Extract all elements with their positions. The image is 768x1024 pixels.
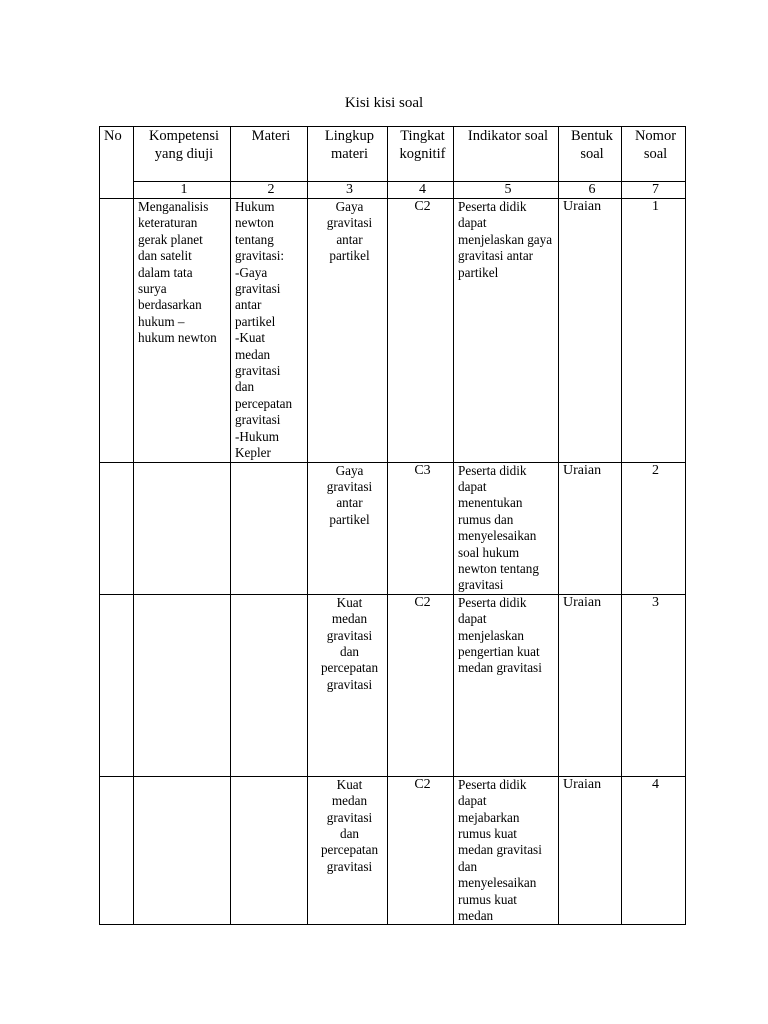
cell-indikator: Peserta didik dapat menentukan rumus dan menyelesaikan soal hukum newton tentang gravitasi	[454, 462, 559, 594]
header-lingkup: Lingkup materi	[308, 127, 388, 182]
cell-materi	[231, 594, 308, 776]
header-bentuk: Bentuk soal	[559, 127, 622, 182]
header-row	[100, 127, 686, 182]
cell-no	[100, 199, 134, 463]
column-number: 1	[134, 182, 231, 199]
column-number: 7	[622, 182, 686, 199]
cell-kompetensi	[134, 776, 231, 925]
cell-lingkup: Kuat medan gravitasi dan percepatan gravitasi	[308, 594, 388, 776]
cell-no	[100, 776, 134, 925]
cell-no	[100, 594, 134, 776]
cell-tingkat: C2	[388, 776, 454, 925]
cell-nomor: 2	[622, 462, 686, 594]
cell-tingkat: C3	[388, 462, 454, 594]
cell-indikator: Peserta didik dapat menjelaskan gaya gravitasi antar partikel	[454, 199, 559, 463]
header-nomor: Nomor soal	[622, 127, 686, 182]
cell-bentuk: Uraian	[559, 594, 622, 776]
cell-tingkat: C2	[388, 199, 454, 463]
cell-kompetensi: Menganalisis keteraturan gerak planet dan satelit dalam tata surya berdasarkan hukum – hukum newton	[134, 199, 231, 463]
cell-nomor: 1	[622, 199, 686, 463]
cell-nomor: 3	[622, 594, 686, 776]
cell-no	[100, 462, 134, 594]
column-number: 3	[308, 182, 388, 199]
header-no: No	[100, 127, 134, 199]
cell-bentuk: Uraian	[559, 462, 622, 594]
cell-bentuk: Uraian	[559, 199, 622, 463]
cell-indikator: Peserta didik dapat menjelaskan pengertian kuat medan gravitasi	[454, 594, 559, 776]
cell-lingkup: Gaya gravitasi antar partikel	[308, 462, 388, 594]
cell-lingkup: Gaya gravitasi antar partikel	[308, 199, 388, 463]
cell-materi	[231, 462, 308, 594]
cell-materi	[231, 776, 308, 925]
header-tingkat: Tingkat kognitif	[388, 127, 454, 182]
cell-bentuk: Uraian	[559, 776, 622, 925]
column-number-row	[100, 182, 686, 199]
column-number: 6	[559, 182, 622, 199]
header-materi: Materi	[231, 127, 308, 182]
cell-tingkat: C2	[388, 594, 454, 776]
column-number: 2	[231, 182, 308, 199]
table-row	[100, 594, 686, 776]
table-row	[100, 462, 686, 594]
column-number: 4	[388, 182, 454, 199]
cell-materi: Hukum newton tentang gravitasi: -Gaya gravitasi antar partikel -Kuat medan gravitasi dan percepatan gravitasi -Hukum Kepler	[231, 199, 308, 463]
cell-indikator: Peserta didik dapat mejabarkan rumus kuat medan gravitasi dan menyelesaikan rumus kuat medan	[454, 776, 559, 925]
kisi-kisi-table	[99, 126, 686, 925]
table-row	[100, 776, 686, 925]
cell-lingkup: Kuat medan gravitasi dan percepatan gravitasi	[308, 776, 388, 925]
header-kompetensi: Kompetensi yang diuji	[134, 127, 231, 182]
document-title: Kisi kisi soal	[344, 95, 424, 111]
header-indikator: Indikator soal	[454, 127, 559, 182]
cell-kompetensi	[134, 594, 231, 776]
cell-kompetensi	[134, 462, 231, 594]
cell-nomor: 4	[622, 776, 686, 925]
table-row	[100, 199, 686, 463]
column-number: 5	[454, 182, 559, 199]
